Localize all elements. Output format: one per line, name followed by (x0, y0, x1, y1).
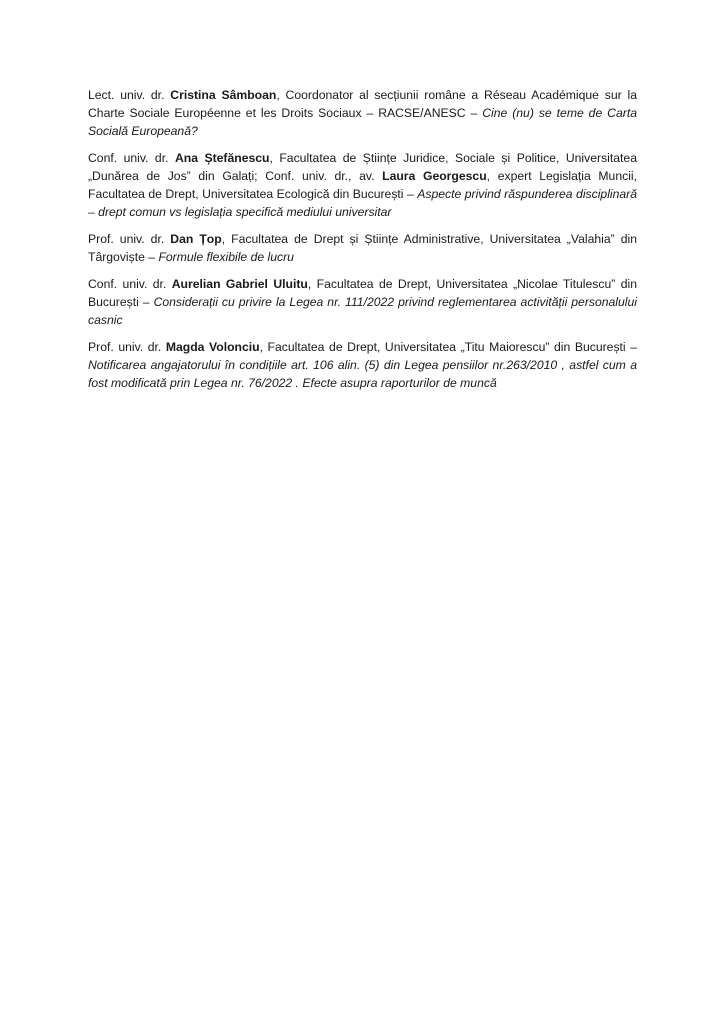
speaker-entry (88, 338, 637, 392)
speaker-affiliation: , Facultatea de Drept, Universitatea „Titu Maiorescu” din București – (259, 340, 637, 354)
speaker-name: Dan Țop (170, 232, 222, 246)
speaker-affiliation-second: , expert Legislația Muncii, Facultatea de Drept, Universitatea Ecologică din București – (88, 169, 638, 201)
speaker-entry (88, 149, 637, 221)
presentation-title: Aspecte privind răspunderea disciplinară – drept comun vs legislația specifică mediului universitar (88, 187, 638, 219)
presentation-title: Formule flexibile de lucru (158, 250, 294, 264)
speaker-name: Cristina Sâmboan (170, 88, 277, 102)
academic-title: Conf. univ. dr. (88, 277, 172, 291)
speaker-affiliation: , Coordonator al secțiunii române a Réseau Académique sur la Charte Sociale Européenne et les Droits Sociaux – RACSE/ANESC – (88, 88, 638, 120)
speaker-name: Magda Volonciu (165, 340, 260, 354)
academic-title: Prof. univ. dr. (88, 232, 171, 246)
speaker-affiliation: , Facultatea de Drept, Universitatea „Nicolae Titulescu” din București – (88, 277, 637, 309)
speaker-name: Aurelian Gabriel Uluitu (171, 277, 308, 291)
presentation-title: Cine (nu) se teme de Carta Socială Europeană? (88, 106, 637, 138)
speaker-entry (88, 86, 637, 140)
speaker-entry (88, 275, 637, 329)
speaker-entry (88, 230, 637, 266)
presentation-title: Notificarea angajatorului în condițiile art. 106 alin. (5) din Legea pensiilor nr.263/2010 , astfel cum a fost modificată prin Legea nr. 76/2022 . Efecte asupra raporturilor de muncă (88, 358, 637, 390)
speaker-affiliation: , Facultatea de Drept și Științe Administrative, Universitatea „Valahia” din Târgoviște – (88, 232, 637, 264)
speaker-list (88, 86, 637, 401)
academic-title: Prof. univ. dr. (88, 340, 166, 354)
speaker-affiliation: , Facultatea de Științe Juridice, Sociale și Politice, Universitatea „Dunărea de Jos” din Galați; Conf. univ. dr., av. (88, 151, 637, 183)
speaker-name-second: Laura Georgescu (382, 169, 487, 183)
academic-title: Conf. univ. dr. (88, 151, 175, 165)
academic-title: Lect. univ. dr. (88, 88, 171, 102)
presentation-title: Considerații cu privire la Legea nr. 111/2022 privind reglementarea activității personalului casnic (88, 295, 637, 327)
speaker-name: Ana Ștefănescu (174, 151, 270, 165)
